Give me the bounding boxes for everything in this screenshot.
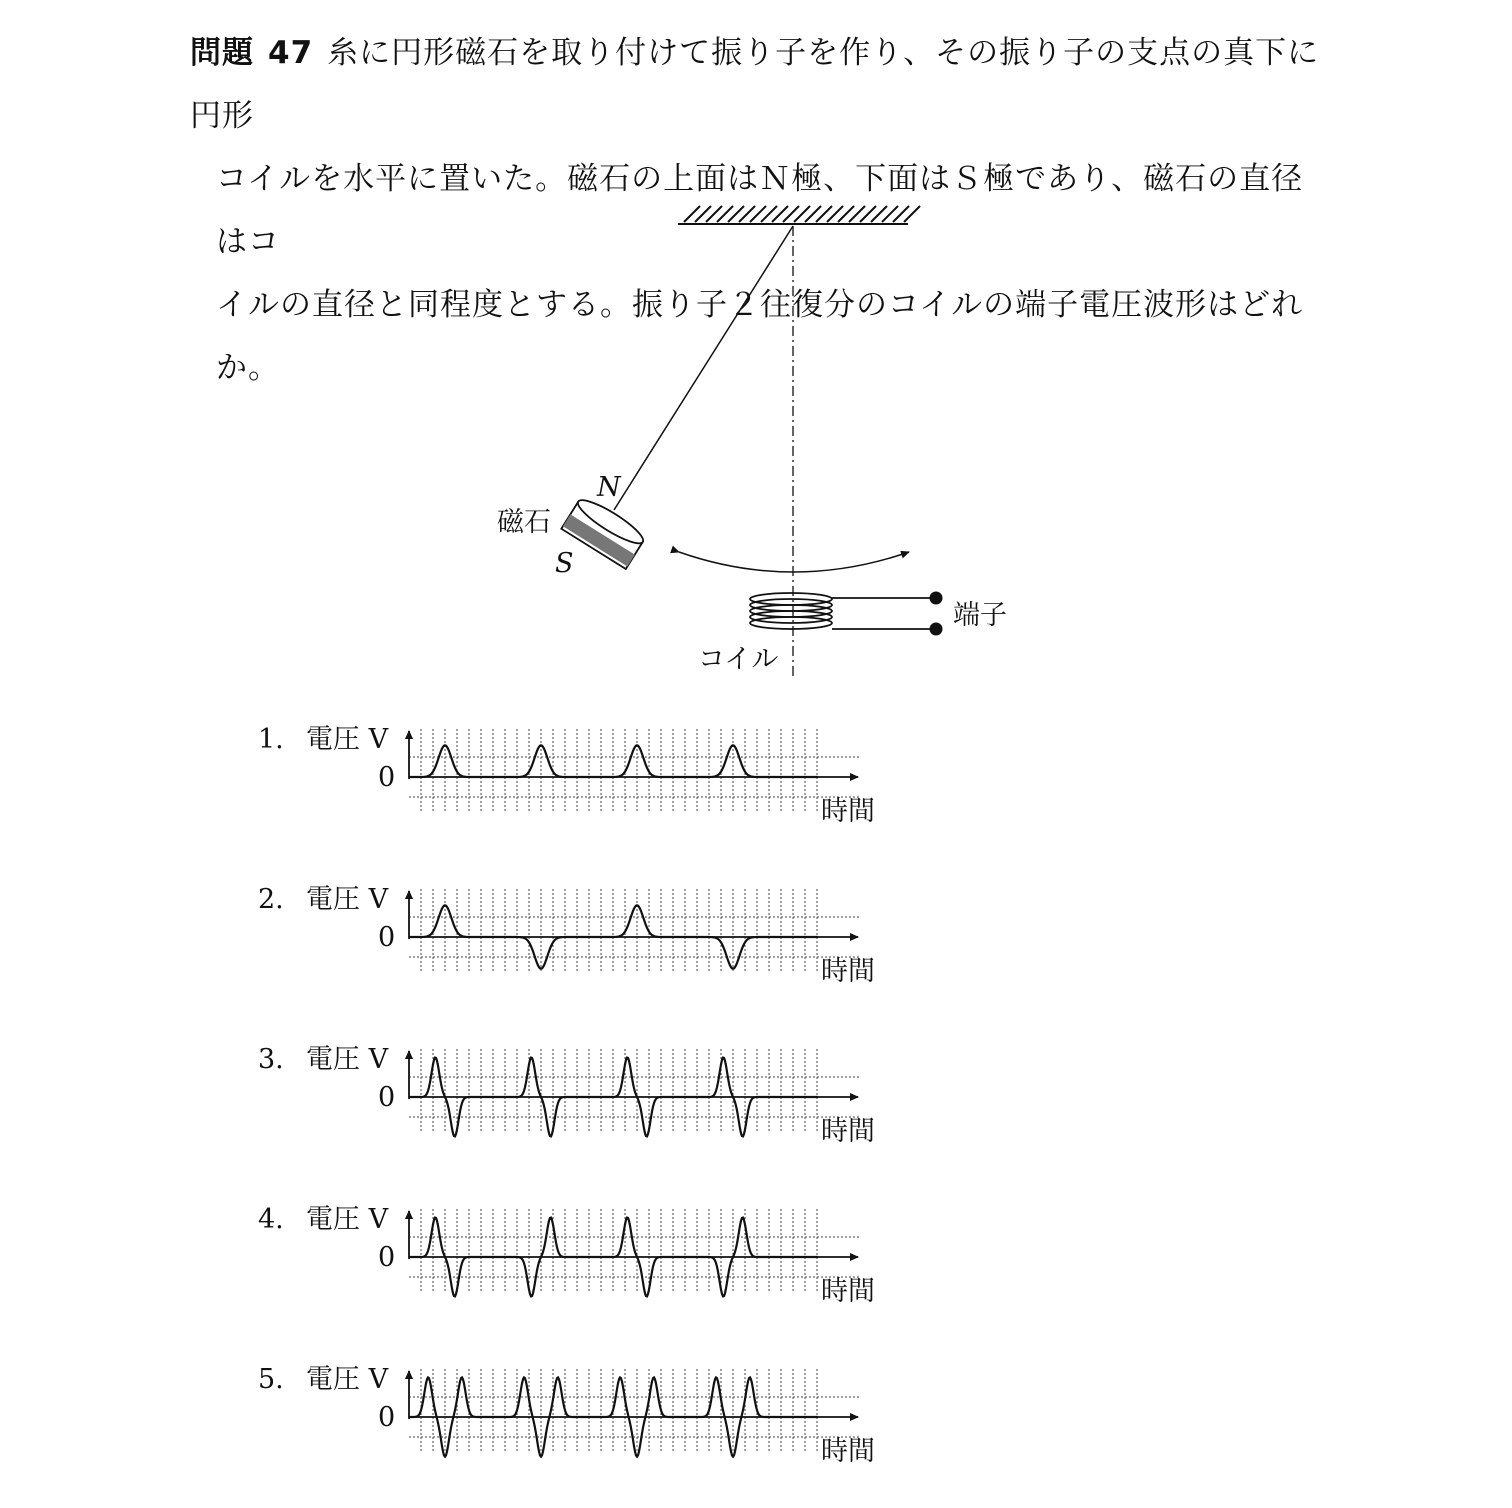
- terminal-dot-bottom: [930, 623, 943, 636]
- zero-label: 0: [378, 922, 396, 953]
- y-axis-label: 電圧 V: [306, 1044, 389, 1075]
- zero-label: 0: [378, 1082, 396, 1113]
- question-line-3: イルの直径と同程度とする。振り子２往復分のコイルの端子電圧波形はどれか。: [216, 287, 1304, 386]
- coil-label: コイル: [698, 644, 779, 675]
- y-axis-label: 電圧 V: [306, 1364, 389, 1395]
- option-number: 2.: [258, 884, 284, 915]
- option-number: 5.: [258, 1364, 284, 1395]
- swing-arc-arrow: [679, 552, 909, 572]
- north-pole-label: N: [597, 472, 621, 503]
- option-4[interactable]: [258, 1204, 875, 1307]
- x-axis-label: 時間: [821, 1436, 875, 1467]
- question-number: 47: [268, 35, 314, 71]
- pendulum-string: [614, 226, 793, 510]
- coil: [750, 593, 936, 629]
- question-line-2: コイルを水平に置いた。磁石の上面はＮ極、下面はＳ極であり、磁石の直径はコ: [216, 161, 1304, 260]
- option-grid: [409, 1369, 860, 1453]
- y-axis-label: 電圧 V: [306, 884, 389, 915]
- option-2[interactable]: [258, 884, 875, 987]
- option-number: 3.: [258, 1044, 284, 1075]
- x-axis-label: 時間: [821, 1116, 875, 1147]
- x-axis-label: 時間: [821, 956, 875, 987]
- question-line-1: 問題 47 糸に円形磁石を取り付けて振り子を作り、その振り子の支点の真下に円形: [190, 35, 1320, 134]
- zero-label: 0: [378, 1242, 396, 1273]
- terminal-dot-top: [930, 592, 943, 605]
- x-axis-label: 時間: [821, 796, 875, 827]
- y-axis-label: 電圧 V: [306, 1204, 389, 1235]
- option-grid: [409, 729, 860, 813]
- y-axis-label: 電圧 V: [306, 724, 389, 755]
- zero-label: 0: [378, 762, 396, 793]
- question-label: 問題: [190, 35, 254, 71]
- option-5[interactable]: [258, 1364, 875, 1467]
- magnet-label: 磁石: [497, 507, 551, 538]
- option-1[interactable]: [258, 724, 875, 827]
- zero-label: 0: [378, 1402, 396, 1433]
- pendulum-diagram: [497, 206, 1007, 678]
- option-grid: [409, 889, 860, 973]
- option-3[interactable]: [258, 1044, 875, 1147]
- terminal-label: 端子: [953, 600, 1007, 631]
- magnet: [561, 494, 647, 569]
- x-axis-label: 時間: [821, 1276, 875, 1307]
- south-pole-label: S: [555, 548, 574, 579]
- option-number: 1.: [258, 724, 284, 755]
- option-number: 4.: [258, 1204, 284, 1235]
- ceiling-support: [678, 206, 920, 224]
